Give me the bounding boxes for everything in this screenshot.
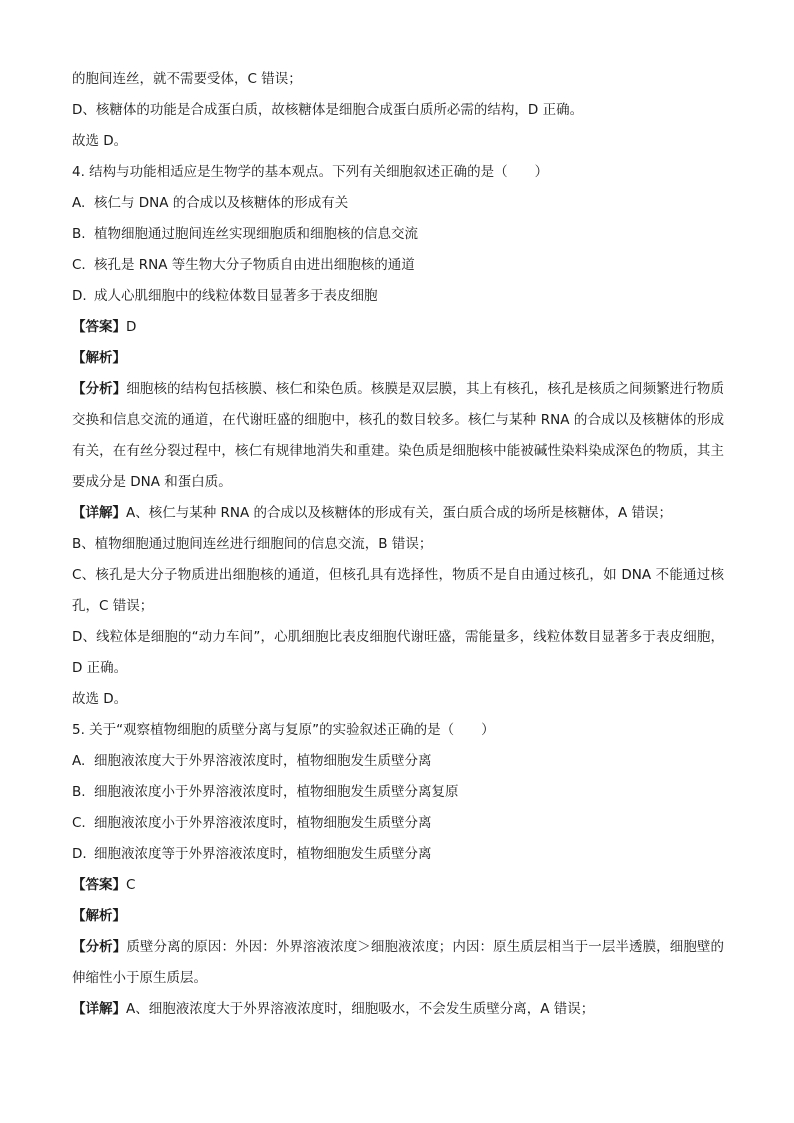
question-5-xiangjie-a: 【详解】A、细胞液浓度大于外界溶液浓度时，细胞吸水，不会发生质壁分离，A 错误； xyxy=(72,1001,595,1017)
question-5-analysis-label: 【解析】 xyxy=(72,908,126,924)
answer-label: 【答案】 xyxy=(72,877,126,893)
question-4-option-d: D. 成人心肌细胞中的线粒体数目显著多于表皮细胞 xyxy=(72,288,378,304)
question-5-fenxi xyxy=(72,932,724,994)
question-4-answer xyxy=(72,312,724,343)
document-page xyxy=(72,64,724,1025)
prev-conclusion: 故选 D。 xyxy=(72,133,128,149)
question-4-option-b: B. 植物细胞通过胞间连丝实现细胞质和细胞核的信息交流 xyxy=(72,226,418,242)
answer-value: D xyxy=(126,319,137,335)
question-5-answer xyxy=(72,870,724,901)
question-5-option-a: A. 细胞液浓度大于外界溶液浓度时，植物细胞发生质壁分离 xyxy=(72,753,432,769)
prev-explanation-line: D、核糖体的功能是合成蛋白质，故核糖体是细胞合成蛋白质所必需的结构，D 正确。 xyxy=(72,102,584,118)
question-4-xiangjie-a: 【详解】A、核仁与某种 RNA 的合成以及核糖体的形成有关，蛋白质合成的场所是核糖体，A 错误； xyxy=(72,505,673,521)
question-5-option-c: C. 细胞液浓度小于外界溶液浓度时，植物细胞发生质壁分离 xyxy=(72,815,432,831)
question-4-xiangjie-d: D、线粒体是细胞的“动力车间”，心肌细胞比表皮细胞代谢旺盛，需能量多，线粒体数目显著多于表皮细胞，D 正确。 xyxy=(72,629,724,676)
question-4-stem: 4. 结构与功能相适应是生物学的基本观点。下列有关细胞叙述正确的是（ ） xyxy=(72,164,549,180)
xiangjie-label: 【详解】 xyxy=(72,505,126,521)
answer-label: 【答案】 xyxy=(72,319,126,335)
question-4-fenxi xyxy=(72,374,724,498)
fenxi-label: 【分析】 xyxy=(72,381,127,397)
fenxi-text: 质壁分离的原因：外因：外界溶液浓度＞细胞液浓度；内因：原生质层相当于一层半透膜，细胞壁的伸缩性小于原生质层。 xyxy=(72,939,725,986)
question-4-option-c: C. 核孔是 RNA 等生物大分子物质自由进出细胞核的通道 xyxy=(72,257,415,273)
question-5-option-b: B. 细胞液浓度小于外界溶液浓度时，植物细胞发生质壁分离复原 xyxy=(72,784,459,800)
question-5-option-d: D. 细胞液浓度等于外界溶液浓度时，植物细胞发生质壁分离 xyxy=(72,846,432,862)
answer-value: C xyxy=(126,877,136,893)
question-4-analysis-label: 【解析】 xyxy=(72,350,126,366)
fenxi-text: 细胞核的结构包括核膜、核仁和染色质。核膜是双层膜，其上有核孔，核孔是核质之间频繁进行物质交换和信息交流的通道，在代谢旺盛的细胞中，核孔的数目较多。核仁与某种 RNA 的合成以及核糖体的形成有关，在有丝分裂过程中，核仁有规律地消失和重建。染色质是细胞核中能被碱性染料染成深色的物质，其主要成分是 DNA 和蛋白质。 xyxy=(72,381,725,490)
fenxi-label: 【分析】 xyxy=(72,939,127,955)
question-4-conclusion: 故选 D。 xyxy=(72,691,128,707)
question-4-option-a: A. 核仁与 DNA 的合成以及核糖体的形成有关 xyxy=(72,195,349,211)
question-4-xiangjie-b: B、植物细胞通过胞间连丝进行细胞间的信息交流，B 错误； xyxy=(72,536,433,552)
question-5-stem: 5. 关于“观察植物细胞的质壁分离与复原”的实验叙述正确的是（ ） xyxy=(72,722,495,738)
question-4-xiangjie-c: C、核孔是大分子物质进出细胞核的通道，但核孔具有选择性，物质不是自由通过核孔，如 DNA 不能通过核孔，C 错误； xyxy=(72,567,724,614)
prev-explanation-line: 的胞间连丝，就不需要受体，C 错误； xyxy=(72,71,302,87)
xiangjie-label: 【详解】 xyxy=(72,1001,126,1017)
